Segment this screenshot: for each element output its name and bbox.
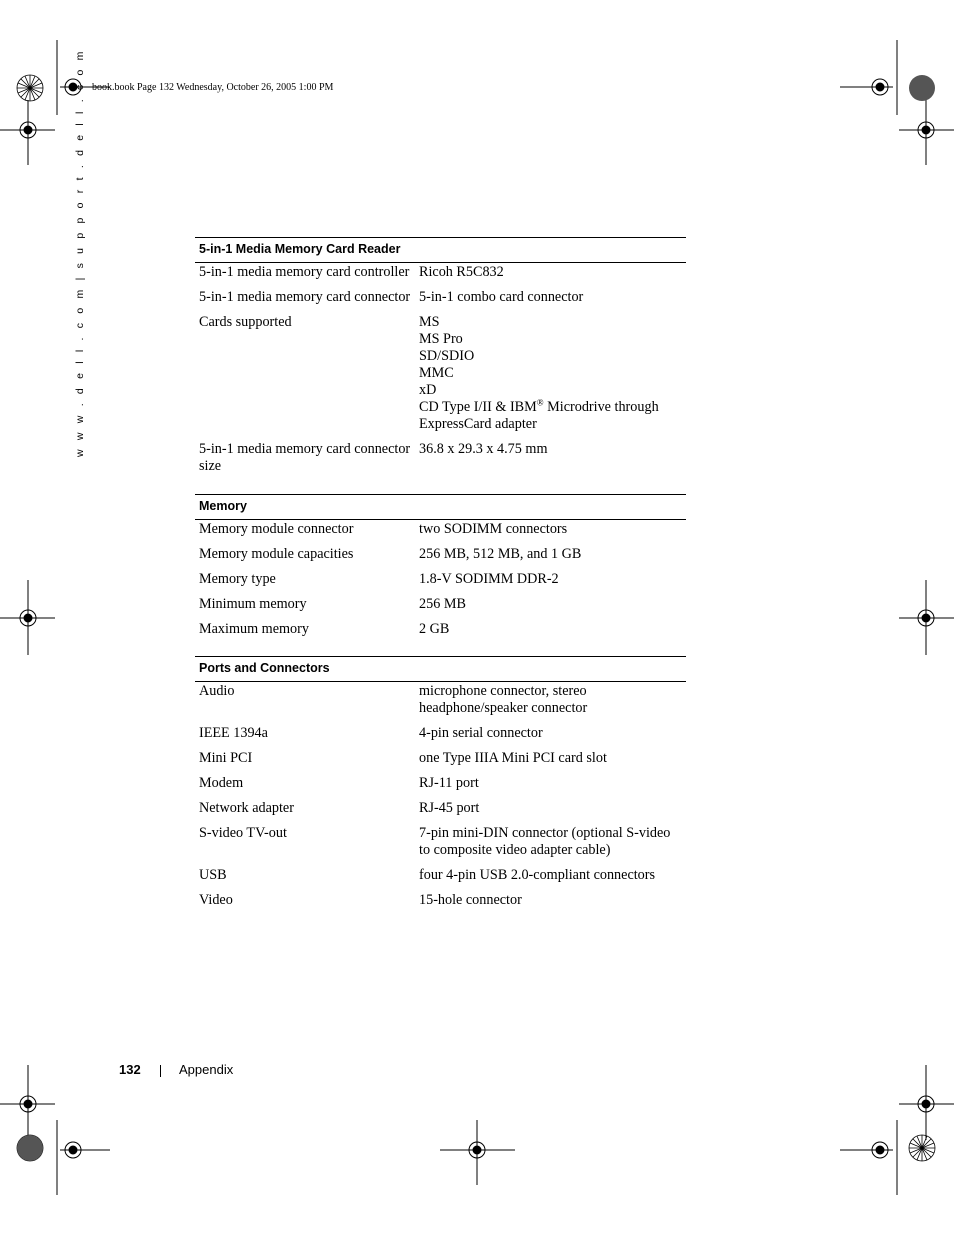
section-title: Memory [195,494,686,520]
spec-value: 36.8 x 29.3 x 4.75 mm [419,441,548,457]
footer-section-label: Appendix [179,1062,234,1077]
spec-label: Mini PCI [199,750,253,766]
running-header: book.book Page 132 Wednesday, October 26, 2005 1:00 PM [92,82,334,93]
spec-label: Memory type [199,571,276,587]
page-number: 132 [119,1062,141,1077]
spec-label: S-video TV-out [199,825,287,841]
spec-value: one Type IIIA Mini PCI card slot [419,750,607,766]
spec-label: Maximum memory [199,621,309,637]
spec-label: 5-in-1 media memory card connector size [199,441,411,474]
spec-value: RJ-11 port [419,775,479,791]
spec-label: Minimum memory [199,596,307,612]
spec-value: 7-pin mini-DIN connector (optional S-video to composite video adapter cable) [419,825,671,858]
spec-label: IEEE 1394a [199,725,268,741]
spec-value: 5-in-1 combo card connector [419,289,584,305]
table-row [195,621,686,638]
spec-label: Modem [199,775,244,791]
spec-value: 256 MB [419,596,466,612]
footer-divider [160,1065,161,1077]
table-row [195,775,686,792]
table-row [195,546,686,563]
spec-label: Video [199,892,233,908]
spec-value: 256 MB, 512 MB, and 1 GB [419,546,582,562]
table-row [195,750,686,767]
spec-label: 5-in-1 media memory card connector [199,289,411,305]
spec-label: Audio [199,683,235,699]
table-row [195,441,686,475]
spec-label: 5-in-1 media memory card controller [199,264,410,280]
spec-value: RJ-45 port [419,800,480,816]
spec-value: four 4-pin USB 2.0-compliant connectors [419,867,656,883]
spec-label: Network adapter [199,800,294,816]
table-row [195,571,686,588]
spec-value: 4-pin serial connector [419,725,543,741]
spec-value: 2 GB [419,621,450,637]
section-title: Ports and Connectors [195,656,686,682]
spec-section-memory [195,494,686,638]
table-row [195,683,686,717]
table-row [195,596,686,613]
spec-value: two SODIMM connectors [419,521,568,537]
spec-label: USB [199,867,227,883]
table-row [195,800,686,817]
spec-value: 1.8-V SODIMM DDR-2 [419,571,559,587]
side-url-text: w w w . d e l l . c o m | s u p p o r t . d e l l . c o m [74,48,86,457]
spec-label: Memory module capacities [199,546,354,562]
table-row [195,264,686,281]
table-row [195,725,686,742]
table-row [195,825,686,859]
spec-value: 15-hole connector [419,892,522,908]
table-row [195,867,686,884]
spec-section-card-reader [195,237,686,475]
spec-value: microphone connector, stereo headphone/speaker connector [419,683,588,716]
table-row [195,521,686,538]
spec-label: Cards supported [199,314,292,330]
table-row [195,314,686,433]
spec-value: Ricoh R5C832 [419,264,504,280]
section-title: 5-in-1 Media Memory Card Reader [195,237,686,263]
table-row [195,289,686,306]
spec-section-ports [195,656,686,909]
spec-value: MS MS Pro SD/SDIO MMC xD CD Type I/II & IBM® Microdrive through ExpressCard adapter [419,314,659,432]
table-row [195,892,686,909]
spec-label: Memory module connector [199,521,354,537]
